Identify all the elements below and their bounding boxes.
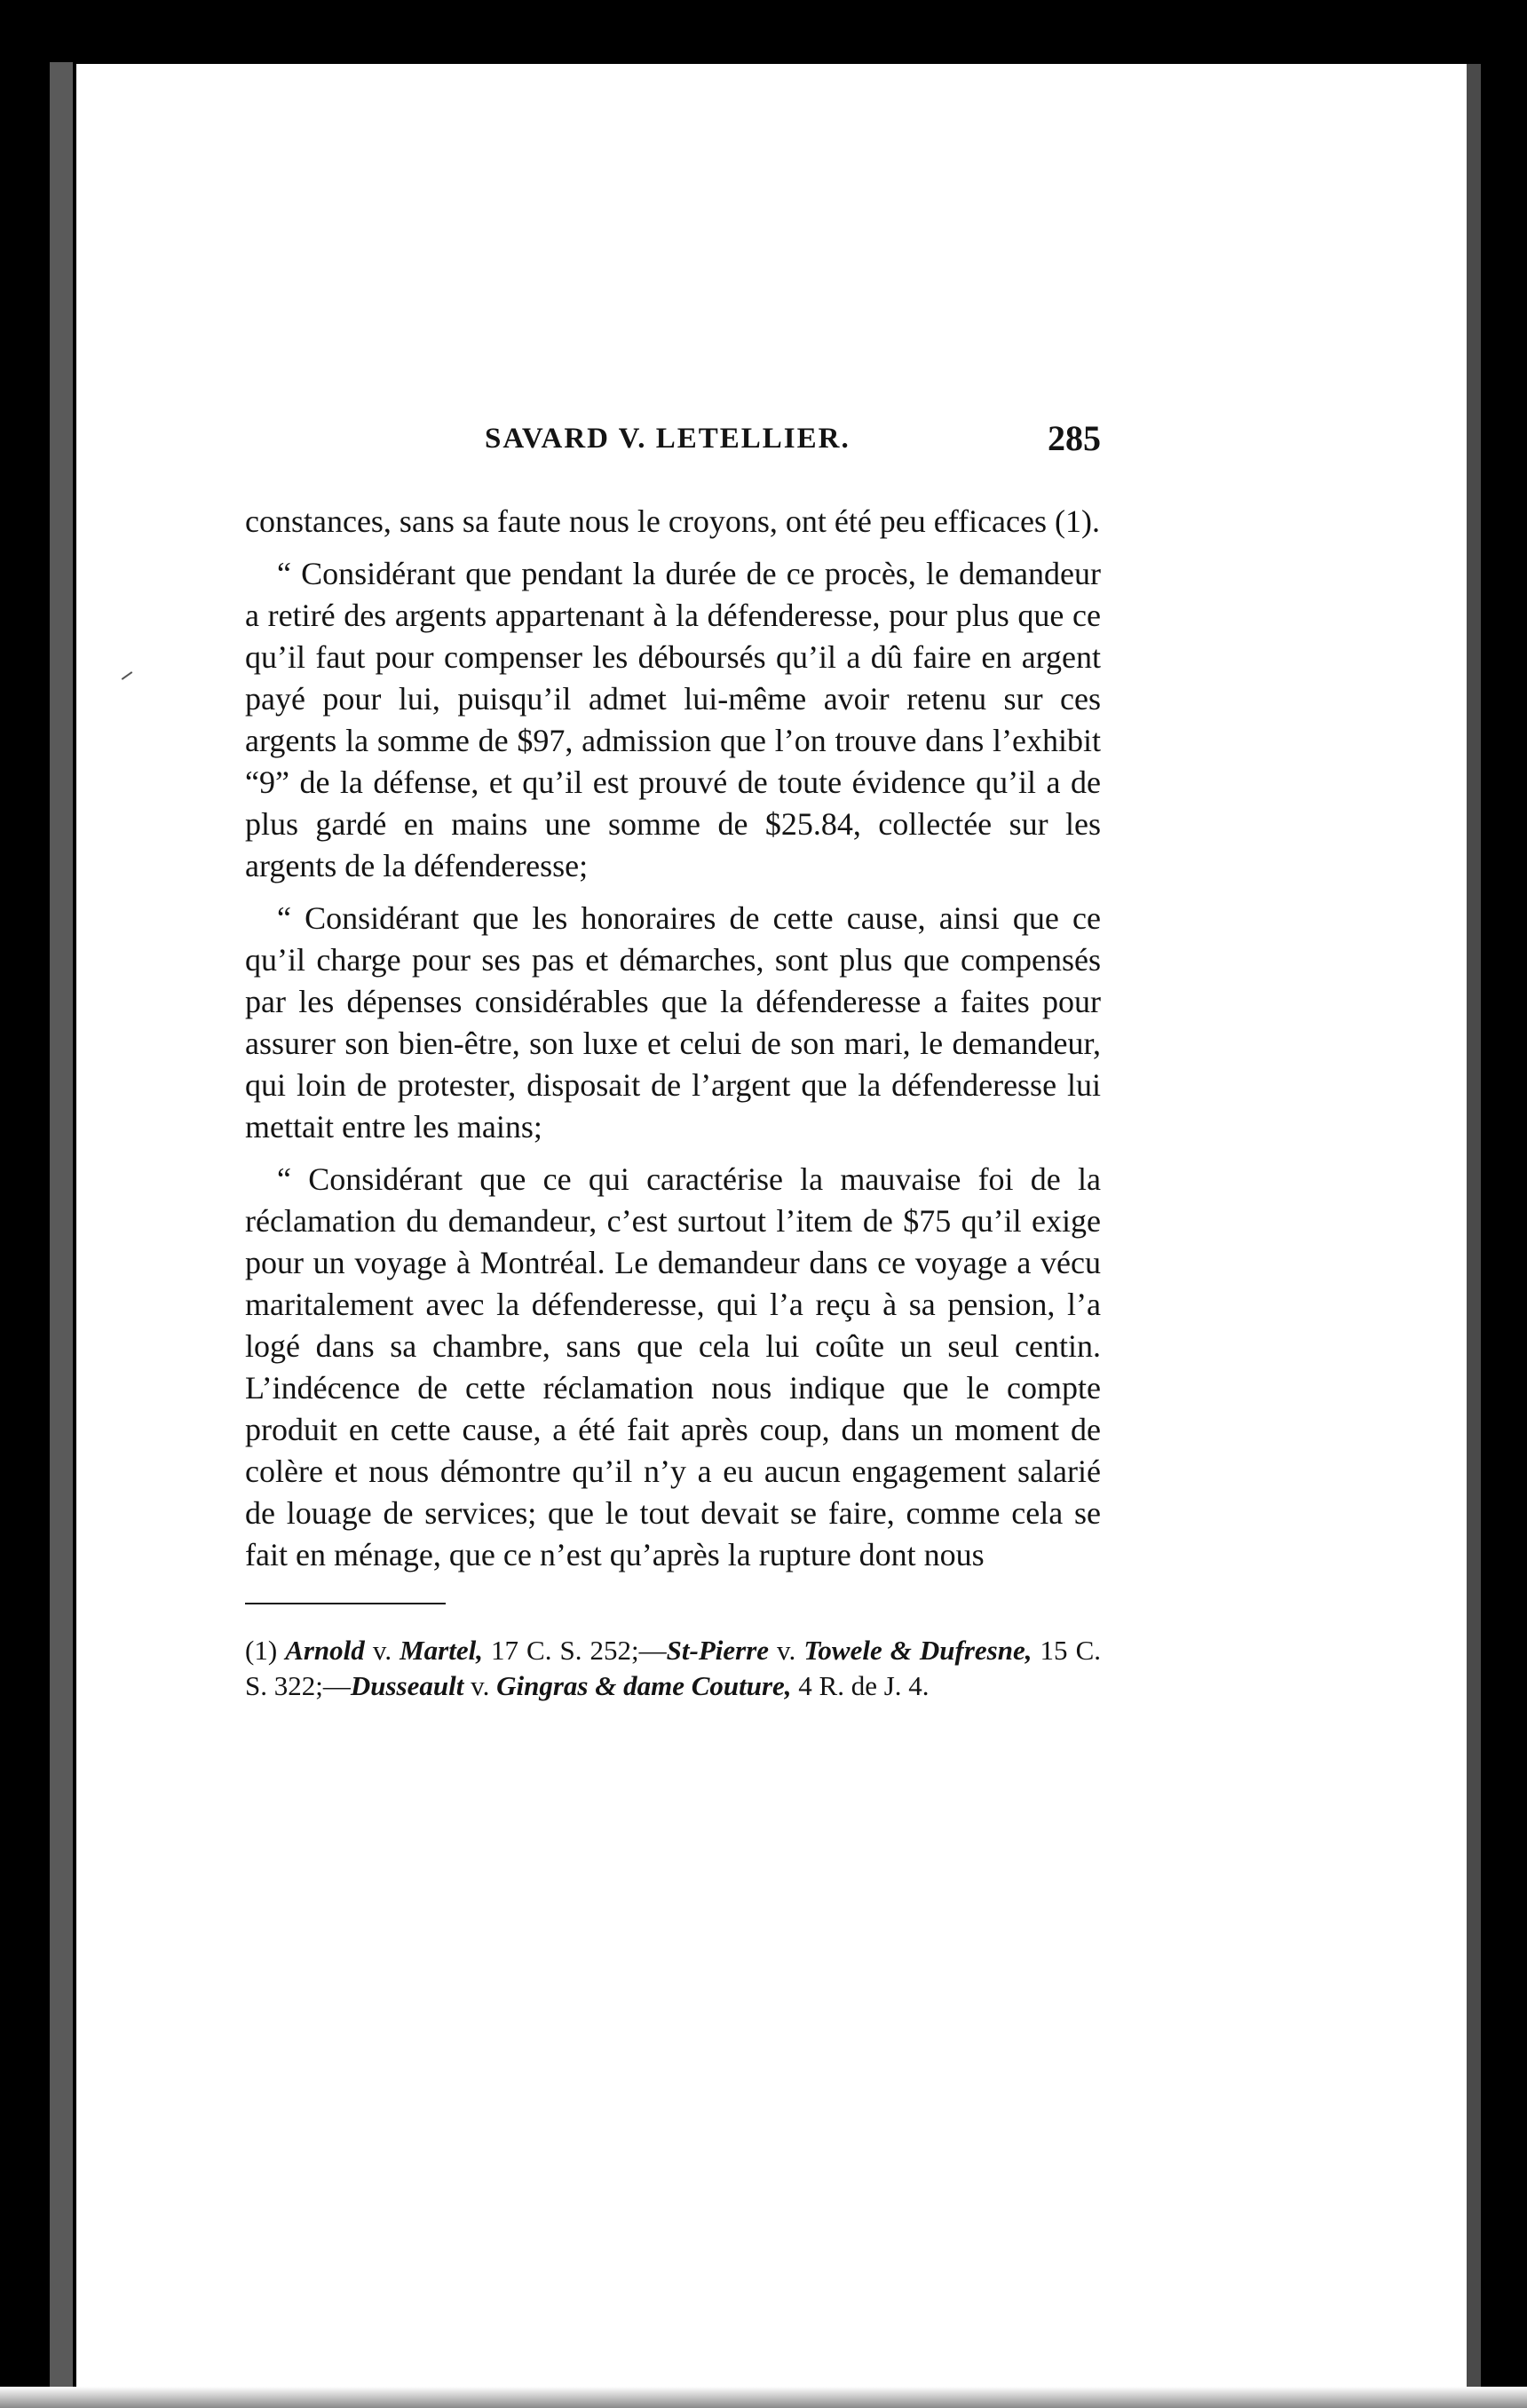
paragraph-considerant-1: “ Considérant que pendant la durée de ce procès, le demandeur a retiré des argents appartenant à la défenderesse, pour plus que ce qu’il faut pour compenser les déboursés qu’il a dû faire en argent payé pour lui, puisqu’il admet lui-même avoir retenu sur ces argents la somme de $97, admission que l’on trouve dans l’exhibit “9” de la défense, et qu’il est prouvé de toute évidence qu’il a de plus gardé en mains une somme de $25.84, collectée sur les argents de la défenderesse; [245,556,1101,883]
running-head [245,417,1101,471]
scan-border-bottom [0,2387,1527,2408]
citation-party-1: Martel, [400,1635,483,1666]
footnote [245,1633,1101,1704]
citation-party-3: Gingras & dame Couture, [496,1670,792,1701]
citation-ref-1: 17 C. S. 252;— [491,1635,667,1666]
citation-versus-2: v. [777,1635,796,1666]
book-page [245,417,1101,1704]
scan-border-top [0,0,1527,64]
citation-party-2: Towele & Dufresne, [803,1635,1033,1666]
footnote-marker: (1) [245,1635,278,1666]
page-number: 285 [1048,418,1101,458]
body-text [245,501,1101,1576]
citation-case-2: St-Pierre [666,1635,770,1666]
citation-ref-3: 4 R. de J. 4. [798,1670,930,1701]
footnote-rule [245,1603,446,1604]
margin-pencil-mark [122,671,133,680]
paragraph-continuation: constances, sans sa faute nous le croyons, ont été peu efficaces (1). [245,503,1100,539]
paragraph-considerant-3: “ Considérant que ce qui caractérise la mauvaise foi de la réclamation du demandeur, c’est surtout l’item de $75 qu’il exige pour un voyage à Montréal. Le demandeur dans ce voyage a vécu maritalement avec la défenderesse, qui l’a reçu à sa pension, l’a logé dans sa chambre, sans que cela lui coûte un seul centin. L’indécence de cette réclamation nous indique que le compte produit en cette cause, a été fait après coup, dans un moment de colère et nous démontre qu’il n’y a eu aucun engagement salarié de louage de services; que le tout devait se faire, comme cela se fait en ménage, que ce n’est qu’après la rupture dont nous [245,1161,1101,1572]
running-title: SAVARD V. LETELLIER. [485,423,851,455]
citation-ref-2: 15 C. S. 322;— [245,1635,1101,1701]
book-spine-shadow [50,62,73,2408]
citation-versus-1: v. [372,1635,392,1666]
paragraph-considerant-2: “ Considérant que les honoraires de cette cause, ainsi que ce qu’il charge pour ses pas et démarches, sont plus que compensés par les dépenses considérables que la défenderesse a faites pour assurer son bien-être, son luxe et celui de son mari, le demandeur, qui loin de protester, disposait de l’argent que la défenderesse lui mettait entre les mains; [245,900,1101,1145]
citation-versus-3: v. [471,1670,490,1701]
citation-case-1: Arnold [285,1635,365,1666]
page-edge-shadow [1467,64,1481,2408]
citation-case-3: Dusseault [350,1670,464,1701]
